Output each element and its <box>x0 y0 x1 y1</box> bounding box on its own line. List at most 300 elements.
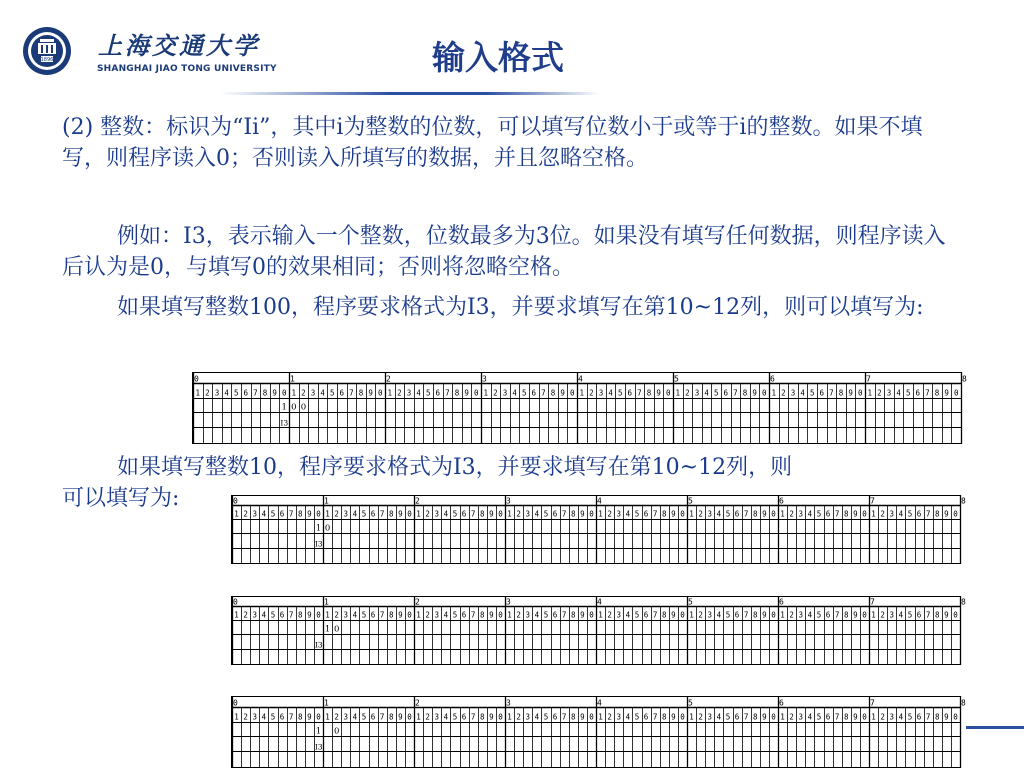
grid-column-digit: 0 <box>953 388 959 398</box>
grid-decade-label: 2 <box>415 496 420 506</box>
grid-column-digit: 7 <box>925 610 931 620</box>
grid-column-digit: 3 <box>886 388 892 398</box>
grid-column-digit: 5 <box>907 509 913 519</box>
grid-column-digit: 1 <box>871 712 876 722</box>
grid-column-digit: 2 <box>425 712 430 722</box>
grid-decade-label: 5 <box>688 496 693 506</box>
grid-column-digit: 0 <box>569 388 575 398</box>
grid-entry-digit: 1 <box>281 402 287 413</box>
grid-column-digit: 6 <box>461 712 467 722</box>
grid-column-digit: 2 <box>425 509 430 519</box>
grid-column-digit: 2 <box>243 509 248 519</box>
grid-column-digit: 7 <box>379 610 385 620</box>
grid-column-digit: 4 <box>443 712 449 722</box>
grid-decade-label: 2 <box>386 374 391 384</box>
grid-column-digit: 5 <box>543 509 549 519</box>
grid-column-digit: 6 <box>819 388 825 398</box>
grid-column-digit: 4 <box>352 509 358 519</box>
grid-decade-label: 7 <box>866 374 871 384</box>
grid-column-digit: 1 <box>780 509 785 519</box>
grid-column-digit: 1 <box>195 388 201 398</box>
grid-column-digit: 5 <box>521 388 527 398</box>
grid-decade-label: 4 <box>578 374 583 384</box>
grid-column-digit: 3 <box>889 712 895 722</box>
grid-column-digit: 0 <box>589 712 594 722</box>
title-underline <box>220 92 600 95</box>
grid-column-digit: 2 <box>789 610 794 620</box>
grid-column-digit: 8 <box>934 509 940 519</box>
grid-column-digit: 4 <box>800 388 805 398</box>
grid-column-digit: 1 <box>416 712 421 722</box>
grid-entry-digit: 1 <box>315 726 322 737</box>
grid-column-digit: 4 <box>443 610 449 620</box>
grid-format-label: I3 <box>280 418 289 428</box>
grid-column-digit: 7 <box>349 388 354 398</box>
grid-column-digit: 1 <box>598 712 603 722</box>
grid-column-digit: 9 <box>489 712 494 722</box>
grid-column-digit: 8 <box>479 610 485 620</box>
university-emblem-icon <box>22 26 72 76</box>
grid-column-digit: 0 <box>862 610 867 620</box>
paragraph-fill-10-line2: 可以填写为: <box>62 486 180 511</box>
grid-column-digit: 5 <box>452 712 458 722</box>
grid-column-digit: 2 <box>334 610 339 620</box>
grid-column-digit: 8 <box>934 610 940 620</box>
grid-column-digit: 4 <box>261 509 267 519</box>
grid-column-digit: 5 <box>725 610 731 620</box>
grid-column-digit: 0 <box>498 712 503 722</box>
grid-decade-label: 1 <box>290 374 295 384</box>
grid-column-digit: 2 <box>685 388 690 398</box>
grid-column-digit: 7 <box>652 712 658 722</box>
grid-column-digit: 1 <box>507 509 512 519</box>
grid-column-digit: 2 <box>789 712 794 722</box>
grid-column-digit: 7 <box>925 712 931 722</box>
grid-column-digit: 1 <box>291 388 297 398</box>
grid-column-digit: 0 <box>857 388 863 398</box>
grid-column-digit: 6 <box>279 509 285 519</box>
input-grid-10-a <box>231 495 966 564</box>
grid-column-digit: 3 <box>525 509 531 519</box>
grid-column-digit: 1 <box>871 509 876 519</box>
grid-column-digit: 2 <box>607 509 612 519</box>
grid-decade-label: 0 <box>194 374 199 384</box>
grid-column-digit: 3 <box>798 509 804 519</box>
grid-decade-label: 3 <box>506 597 511 607</box>
grid-column-digit: 2 <box>243 610 248 620</box>
grid-column-digit: 6 <box>643 610 649 620</box>
grid-decade-label: 7 <box>870 597 875 607</box>
grid-column-digit: 3 <box>252 610 258 620</box>
grid-format-label: I3 <box>314 640 323 650</box>
grid-decade-label: 3 <box>506 698 511 708</box>
grid-column-digit: 2 <box>301 388 306 398</box>
grid-column-digit: 1 <box>234 509 239 519</box>
grid-column-digit: 0 <box>771 509 776 519</box>
grid-column-digit: 6 <box>279 610 285 620</box>
university-name-en: SHANGHAI JIAO TONG UNIVERSITY <box>97 64 277 74</box>
grid-column-digit: 5 <box>452 509 458 519</box>
grid-column-digit: 6 <box>370 610 376 620</box>
grid-column-digit: 3 <box>343 509 349 519</box>
grid-decade-label: 8 <box>961 496 966 506</box>
grid-column-digit: 4 <box>807 610 813 620</box>
grid-decade-label: 1 <box>324 597 329 607</box>
grid-column-digit: 9 <box>580 712 585 722</box>
grid-column-digit: 3 <box>434 509 440 519</box>
grid-column-digit: 2 <box>425 610 430 620</box>
grid-column-digit: 9 <box>944 509 949 519</box>
grid-column-digit: 0 <box>953 509 958 519</box>
grid-column-digit: 2 <box>516 509 521 519</box>
paragraph-fill-100: 如果填写整数100，程序要求格式为I3，并要求填写在第10~12列，则可以填写为: <box>117 295 924 320</box>
grid-column-digit: 5 <box>543 610 549 620</box>
grid-column-digit: 6 <box>461 509 467 519</box>
grid-column-digit: 3 <box>310 388 316 398</box>
grid-column-digit: 6 <box>915 388 921 398</box>
grid-column-digit: 3 <box>343 712 349 722</box>
grid-column-digit: 4 <box>352 712 358 722</box>
page-title: 输入格式 <box>432 38 564 77</box>
grid-column-digit: 2 <box>880 712 885 722</box>
grid-column-digit: 8 <box>388 712 394 722</box>
grid-column-digit: 9 <box>762 610 767 620</box>
grid-column-digit: 4 <box>716 712 722 722</box>
grid-entry-digit: 0 <box>324 523 331 534</box>
grid-column-digit: 8 <box>297 712 303 722</box>
grid-column-digit: 0 <box>862 712 867 722</box>
grid-column-digit: 2 <box>205 388 210 398</box>
grid-column-digit: 7 <box>561 610 567 620</box>
grid-column-digit: 2 <box>698 509 703 519</box>
grid-column-digit: 5 <box>725 712 731 722</box>
grid-column-digit: 5 <box>905 388 911 398</box>
grid-column-digit: 9 <box>853 509 858 519</box>
grid-column-digit: 3 <box>798 712 804 722</box>
grid-column-digit: 1 <box>871 610 876 620</box>
grid-decade-label: 8 <box>962 374 967 384</box>
grid-column-digit: 0 <box>862 509 867 519</box>
grid-column-digit: 9 <box>398 610 403 620</box>
grid-column-digit: 5 <box>816 610 822 620</box>
grid-column-digit: 6 <box>370 712 376 722</box>
grid-decade-label: 5 <box>688 698 693 708</box>
grid-column-digit: 3 <box>214 388 220 398</box>
grid-column-digit: 1 <box>483 388 489 398</box>
grid-column-digit: 5 <box>270 712 276 722</box>
grid-column-digit: 8 <box>570 509 576 519</box>
input-grid-10-b <box>231 596 966 665</box>
grid-column-digit: 2 <box>397 388 402 398</box>
grid-entry-digit: 1 <box>315 523 322 534</box>
grid-format-label: I3 <box>314 539 323 549</box>
grid-column-digit: 6 <box>531 388 537 398</box>
grid-column-digit: 4 <box>898 509 904 519</box>
grid-column-digit: 6 <box>339 388 345 398</box>
grid-column-digit: 2 <box>698 610 703 620</box>
grid-column-digit: 6 <box>552 712 558 722</box>
grid-column-digit: 5 <box>270 509 276 519</box>
emblem-year: 1896 <box>40 57 54 63</box>
grid-column-digit: 2 <box>516 712 521 722</box>
grid-column-digit: 4 <box>443 509 449 519</box>
grid-column-digit: 4 <box>704 388 709 398</box>
grid-column-digit: 4 <box>512 388 517 398</box>
grid-column-digit: 9 <box>944 610 949 620</box>
grid-column-digit: 6 <box>643 509 649 519</box>
grid-decade-label: 0 <box>233 496 238 506</box>
grid-column-digit: 0 <box>665 388 671 398</box>
grid-column-digit: 9 <box>944 712 949 722</box>
grid-column-digit: 9 <box>762 712 767 722</box>
grid-column-digit: 6 <box>825 712 831 722</box>
grid-decade-label: 1 <box>324 496 329 506</box>
grid-column-digit: 7 <box>379 509 385 519</box>
grid-column-digit: 3 <box>707 610 713 620</box>
grid-column-digit: 0 <box>589 509 594 519</box>
grid-column-digit: 0 <box>680 610 685 620</box>
grid-column-digit: 3 <box>707 509 713 519</box>
input-grid-100 <box>192 372 967 444</box>
grid-column-digit: 4 <box>807 509 813 519</box>
grid-column-digit: 4 <box>320 388 325 398</box>
grid-column-digit: 2 <box>516 610 521 620</box>
grid-column-digit: 0 <box>377 388 383 398</box>
grid-column-digit: 8 <box>934 712 940 722</box>
grid-column-digit: 9 <box>489 610 494 620</box>
grid-column-digit: 8 <box>570 610 576 620</box>
grid-column-digit: 7 <box>834 712 840 722</box>
grid-column-digit: 7 <box>253 388 258 398</box>
grid-decade-label: 0 <box>233 597 238 607</box>
grid-column-digit: 8 <box>297 610 303 620</box>
grid-column-digit: 5 <box>816 712 822 722</box>
grid-decade-label: 6 <box>779 597 784 607</box>
grid-column-digit: 6 <box>734 610 740 620</box>
grid-column-digit: 4 <box>807 712 813 722</box>
grid-column-digit: 6 <box>370 509 376 519</box>
grid-column-digit: 1 <box>598 610 603 620</box>
grid-column-digit: 5 <box>233 388 239 398</box>
grid-column-digit: 7 <box>829 388 834 398</box>
grid-column-digit: 1 <box>387 388 393 398</box>
grid-column-digit: 9 <box>307 610 312 620</box>
paragraph-example: 例如：I3，表示输入一个整数，位数最多为3位。如果没有填写任何数据，则程序读入后认为是0，与填写0的效果相同；否则将忽略空格。 <box>62 224 946 280</box>
grid-column-digit: 6 <box>243 388 249 398</box>
grid-column-digit: 9 <box>944 388 949 398</box>
grid-column-digit: 2 <box>781 388 786 398</box>
grid-column-digit: 0 <box>281 388 287 398</box>
grid-decade-label: 6 <box>770 374 775 384</box>
grid-column-digit: 7 <box>652 610 658 620</box>
grid-column-digit: 1 <box>234 610 239 620</box>
grid-column-digit: 4 <box>416 388 421 398</box>
grid-decade-label: 1 <box>324 698 329 708</box>
grid-column-digit: 7 <box>743 610 749 620</box>
grid-column-digit: 2 <box>334 712 339 722</box>
grid-column-digit: 5 <box>617 388 623 398</box>
grid-column-digit: 4 <box>261 610 267 620</box>
grid-column-digit: 5 <box>907 712 913 722</box>
grid-column-digit: 9 <box>580 509 585 519</box>
grid-column-digit: 0 <box>316 712 321 722</box>
grid-column-digit: 7 <box>834 610 840 620</box>
grid-column-digit: 9 <box>398 712 403 722</box>
grid-column-digit: 7 <box>652 509 658 519</box>
grid-column-digit: 2 <box>880 509 885 519</box>
grid-column-digit: 3 <box>252 712 258 722</box>
grid-column-digit: 7 <box>288 509 294 519</box>
grid-entry-digit: 0 <box>333 726 340 737</box>
grid-column-digit: 7 <box>445 388 450 398</box>
grid-column-digit: 4 <box>352 610 358 620</box>
grid-column-digit: 7 <box>925 388 930 398</box>
grid-column-digit: 0 <box>407 610 412 620</box>
grid-column-digit: 7 <box>288 712 294 722</box>
grid-column-digit: 7 <box>834 509 840 519</box>
grid-column-digit: 4 <box>224 388 229 398</box>
grid-column-digit: 8 <box>934 388 940 398</box>
corner-accent-line <box>966 726 1024 729</box>
grid-column-digit: 8 <box>661 509 667 519</box>
grid-column-digit: 1 <box>579 388 585 398</box>
grid-column-digit: 0 <box>771 610 776 620</box>
grid-column-digit: 6 <box>461 610 467 620</box>
university-name-cn: 上海交通大学 <box>98 31 260 60</box>
grid-column-digit: 1 <box>416 509 421 519</box>
grid-column-digit: 7 <box>288 610 294 620</box>
grid-column-digit: 3 <box>889 610 895 620</box>
grid-column-digit: 8 <box>843 509 849 519</box>
grid-format-label: I3 <box>314 742 323 752</box>
grid-column-digit: 2 <box>877 388 882 398</box>
grid-column-digit: 8 <box>479 712 485 722</box>
grid-column-digit: 2 <box>607 610 612 620</box>
grid-column-digit: 8 <box>454 388 460 398</box>
grid-column-digit: 3 <box>406 388 412 398</box>
grid-column-digit: 9 <box>368 388 373 398</box>
grid-column-digit: 8 <box>646 388 652 398</box>
grid-column-digit: 9 <box>307 509 312 519</box>
grid-column-digit: 0 <box>953 610 958 620</box>
grid-column-digit: 5 <box>713 388 719 398</box>
grid-column-digit: 1 <box>780 610 785 620</box>
grid-column-digit: 9 <box>853 610 858 620</box>
grid-column-digit: 3 <box>616 509 622 519</box>
grid-column-digit: 1 <box>867 388 873 398</box>
grid-column-digit: 9 <box>848 388 853 398</box>
grid-column-digit: 7 <box>470 509 476 519</box>
grid-column-digit: 8 <box>262 388 268 398</box>
grid-decade-label: 4 <box>597 698 602 708</box>
grid-column-digit: 3 <box>616 610 622 620</box>
grid-column-digit: 9 <box>762 509 767 519</box>
grid-decade-label: 0 <box>233 698 238 708</box>
grid-column-digit: 9 <box>560 388 565 398</box>
grid-column-digit: 9 <box>464 388 469 398</box>
grid-column-digit: 4 <box>534 509 540 519</box>
grid-column-digit: 1 <box>325 509 330 519</box>
grid-column-digit: 9 <box>671 712 676 722</box>
grid-column-digit: 2 <box>698 712 703 722</box>
grid-column-digit: 1 <box>689 509 694 519</box>
grid-entry-digit: 0 <box>291 402 297 413</box>
grid-column-digit: 6 <box>734 509 740 519</box>
grid-column-digit: 2 <box>607 712 612 722</box>
grid-column-digit: 4 <box>625 509 631 519</box>
grid-column-digit: 0 <box>761 388 767 398</box>
grid-column-digit: 4 <box>261 712 267 722</box>
grid-column-digit: 4 <box>608 388 613 398</box>
grid-column-digit: 6 <box>916 509 922 519</box>
grid-column-digit: 2 <box>880 610 885 620</box>
grid-decade-label: 7 <box>870 496 875 506</box>
grid-column-digit: 2 <box>589 388 594 398</box>
grid-column-digit: 5 <box>361 509 367 519</box>
grid-column-digit: 4 <box>625 610 631 620</box>
grid-column-digit: 3 <box>252 509 258 519</box>
grid-column-digit: 1 <box>689 712 694 722</box>
grid-column-digit: 9 <box>272 388 277 398</box>
grid-column-digit: 3 <box>707 712 713 722</box>
grid-decade-label: 4 <box>597 496 602 506</box>
grid-decade-label: 7 <box>870 698 875 708</box>
grid-column-digit: 5 <box>809 388 815 398</box>
grid-decade-label: 2 <box>415 597 420 607</box>
grid-column-digit: 3 <box>525 712 531 722</box>
grid-column-digit: 3 <box>502 388 508 398</box>
grid-decade-label: 3 <box>506 496 511 506</box>
grid-column-digit: 3 <box>798 610 804 620</box>
grid-column-digit: 9 <box>307 712 312 722</box>
grid-column-digit: 7 <box>925 509 931 519</box>
grid-column-digit: 3 <box>434 610 440 620</box>
grid-column-digit: 0 <box>316 610 321 620</box>
grid-column-digit: 1 <box>780 712 785 722</box>
grid-column-digit: 3 <box>343 610 349 620</box>
grid-column-digit: 4 <box>625 712 631 722</box>
grid-column-digit: 6 <box>825 509 831 519</box>
grid-column-digit: 6 <box>916 712 922 722</box>
grid-column-digit: 8 <box>479 509 485 519</box>
grid-column-digit: 7 <box>470 712 476 722</box>
grid-column-digit: 1 <box>771 388 777 398</box>
grid-column-digit: 5 <box>452 610 458 620</box>
grid-column-digit: 8 <box>388 509 394 519</box>
grid-decade-label: 2 <box>415 698 420 708</box>
grid-column-digit: 7 <box>561 509 567 519</box>
grid-column-digit: 6 <box>279 712 285 722</box>
grid-decade-label: 4 <box>597 597 602 607</box>
grid-column-digit: 8 <box>838 388 844 398</box>
grid-column-digit: 5 <box>725 509 731 519</box>
grid-column-digit: 0 <box>680 712 685 722</box>
grid-column-digit: 5 <box>361 712 367 722</box>
grid-column-digit: 9 <box>398 509 403 519</box>
grid-column-digit: 9 <box>671 509 676 519</box>
grid-column-digit: 0 <box>407 712 412 722</box>
grid-column-digit: 5 <box>634 610 640 620</box>
grid-column-digit: 0 <box>473 388 479 398</box>
grid-column-digit: 9 <box>656 388 661 398</box>
grid-column-digit: 5 <box>270 610 276 620</box>
grid-column-digit: 6 <box>552 509 558 519</box>
grid-column-digit: 0 <box>771 712 776 722</box>
grid-column-digit: 3 <box>525 610 531 620</box>
grid-entry-digit: 1 <box>324 624 331 635</box>
grid-column-digit: 7 <box>470 610 476 620</box>
grid-column-digit: 2 <box>493 388 498 398</box>
